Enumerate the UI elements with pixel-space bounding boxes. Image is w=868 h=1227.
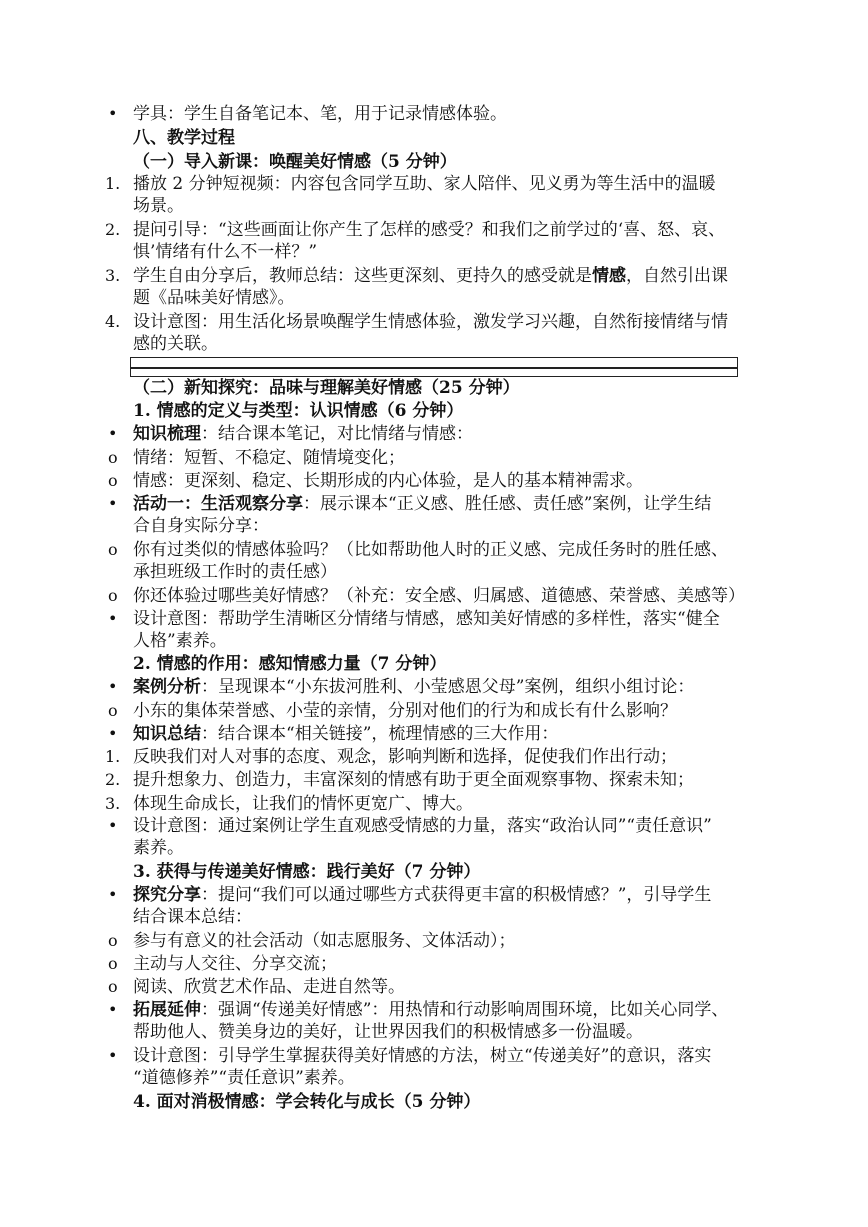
- bullet-icon: •: [108, 885, 118, 904]
- text-segment: ：呈现课本“小东拔河胜利、小莹感恩父母”案例，组织小组讨论：: [201, 677, 695, 697]
- line-text: [133, 172, 748, 196]
- text-segment: ：结合课本笔记，对比情绪与情感：: [201, 424, 473, 444]
- bold-text: 知识总结: [133, 724, 201, 744]
- sub-bullet-icon: o: [108, 977, 118, 996]
- line-text: [133, 1090, 748, 1114]
- bold-text: 1. 情感的定义与类型：认识情感（6 分钟）: [133, 401, 464, 421]
- line-text: [133, 652, 748, 676]
- text-segment: ：强调“传递美好情感”：用热情和行动影响周围环境，比如关心同学、: [201, 1000, 729, 1020]
- line-text: [133, 836, 748, 860]
- line-text: [133, 905, 748, 929]
- text-segment: 人格”素养。: [133, 631, 227, 651]
- line-text: [133, 952, 748, 976]
- bold-text: （一）导入新课：唤醒美好情感（5 分钟）: [133, 152, 457, 172]
- list-number: 3.: [105, 266, 121, 285]
- text-segment: 播放 2 分钟短视频：内容包含同学互助、家人陪伴、见义勇为等生活中的温暖: [133, 174, 716, 194]
- line-text: [133, 768, 748, 792]
- bullet-icon: •: [108, 424, 118, 443]
- table-divider: [130, 357, 738, 377]
- text-segment: 结合课本总结：: [133, 907, 252, 927]
- sub-bullet-icon: o: [108, 586, 118, 605]
- line-text: [133, 399, 748, 423]
- bold-text: 3. 获得与传递美好情感：践行美好（7 分钟）: [133, 862, 481, 882]
- sub-bullet-icon: o: [108, 954, 118, 973]
- line-text: [133, 745, 748, 769]
- line-text: [133, 310, 748, 334]
- line-text: [133, 722, 748, 746]
- line-text: [133, 860, 748, 884]
- text-segment: ：提问“我们可以通过哪些方式获得更丰富的积极情感？”，引导学生: [201, 885, 712, 905]
- line-text: [133, 194, 748, 218]
- bold-text: 案例分析: [133, 677, 201, 697]
- text-segment: 阅读、欣赏艺术作品、走进自然等。: [133, 977, 405, 997]
- list-number: 1.: [105, 174, 121, 193]
- text-segment: 承担班级工作时的责任感）: [133, 562, 337, 582]
- line-text: [133, 814, 748, 838]
- text-segment: 提升想象力、创造力，丰富深刻的情感有助于更全面观察事物、探索未知；: [133, 770, 694, 790]
- line-text: [133, 629, 748, 653]
- line-text: [133, 218, 748, 242]
- line-text: [133, 975, 748, 999]
- line-text: [133, 883, 748, 907]
- text-segment: ：结合课本“相关链接”，梳理情感的三大作用：: [201, 724, 559, 744]
- bold-text: 2. 情感的作用：感知情感力量（7 分钟）: [133, 654, 447, 674]
- line-text: [133, 102, 748, 126]
- line-text: [133, 492, 748, 516]
- line-text: [133, 469, 748, 493]
- text-segment: 学生自由分享后，教师总结：这些更深刻、更持久的感受就是: [133, 266, 592, 286]
- line-text: [133, 699, 748, 723]
- bold-text: 4. 面对消极情感：学会转化与成长（5 分钟）: [133, 1092, 481, 1112]
- line-text: [133, 240, 748, 264]
- sub-bullet-icon: o: [108, 448, 118, 467]
- text-segment: 场景。: [133, 196, 184, 216]
- text-segment: 学具：学生自备笔记本、笔，用于记录情感体验。: [133, 104, 507, 124]
- text-segment: 感的关联。: [133, 334, 218, 354]
- bullet-icon: •: [108, 724, 118, 743]
- bullet-icon: •: [108, 816, 118, 835]
- line-text: [133, 150, 748, 174]
- line-text: [133, 332, 748, 356]
- sub-bullet-icon: o: [108, 471, 118, 490]
- text-segment: 设计意图：帮助学生清晰区分情绪与情感，感知美好情感的多样性，落实“健全: [133, 609, 720, 629]
- line-text: [133, 422, 748, 446]
- text-segment: 设计意图：通过案例让学生直观感受情感的力量，落实“政治认同”“责任意识”: [133, 816, 712, 836]
- bullet-icon: •: [108, 1000, 118, 1019]
- bold-text: 活动一：生活观察分享: [133, 494, 303, 514]
- text-segment: 素养。: [133, 838, 184, 858]
- line-text: [133, 998, 748, 1022]
- sub-bullet-icon: o: [108, 931, 118, 950]
- text-segment: 反映我们对人对事的态度、观念，影响判断和选择，促使我们作出行动；: [133, 747, 677, 767]
- line-text: [133, 514, 748, 538]
- bold-text: 八、教学过程: [133, 128, 235, 148]
- text-segment: 设计意图：引导学生掌握获得美好情感的方法，树立“传递美好”的意识，落实: [133, 1046, 712, 1066]
- text-segment: “道德修养”“责任意识”素养。: [133, 1068, 355, 1088]
- bullet-icon: •: [108, 104, 118, 123]
- line-text: [133, 446, 748, 470]
- line-text: [133, 792, 748, 816]
- bold-text: 知识梳理: [133, 424, 201, 444]
- text-segment: 惧’情绪有什么不一样？”: [133, 242, 318, 262]
- bullet-icon: •: [108, 609, 118, 628]
- line-text: [133, 1044, 748, 1068]
- list-number: 2.: [105, 770, 121, 789]
- bullet-icon: •: [108, 677, 118, 696]
- text-segment: 情绪：短暂、不稳定、随情境变化；: [133, 448, 405, 468]
- list-number: 1.: [105, 747, 121, 766]
- bullet-icon: •: [108, 494, 118, 513]
- text-segment: 你有过类似的情感体验吗？（比如帮助他人时的正义感、完成任务时的胜任感、: [133, 540, 728, 560]
- text-segment: ，自然引出课: [626, 266, 728, 286]
- line-text: [133, 126, 748, 150]
- text-segment: 参与有意义的社会活动（如志愿服务、文体活动）；: [133, 931, 516, 951]
- bullet-icon: •: [108, 1046, 118, 1065]
- text-segment: 体现生命成长，让我们的情怀更宽广、博大。: [133, 794, 473, 814]
- bold-text: 情感: [592, 266, 626, 286]
- list-number: 4.: [105, 312, 121, 331]
- text-segment: 主动与人交往、分享交流；: [133, 954, 337, 974]
- sub-bullet-icon: o: [108, 701, 118, 720]
- text-segment: 你还体验过哪些美好情感？（补充：安全感、归属感、道德感、荣誉感、美感等）: [133, 586, 745, 606]
- line-text: [133, 584, 748, 608]
- sub-bullet-icon: o: [108, 540, 118, 559]
- line-text: [133, 560, 748, 584]
- line-text: [133, 675, 748, 699]
- line-text: [133, 538, 748, 562]
- text-segment: ：展示课本“正义感、胜任感、责任感”案例，让学生结: [303, 494, 712, 514]
- text-segment: 题《品味美好情感》。: [133, 288, 295, 308]
- line-text: [133, 929, 748, 953]
- line-text: [133, 264, 748, 288]
- text-segment: 提问引导：“这些画面让你产生了怎样的感受？和我们之前学过的‘喜、怒、哀、: [133, 220, 726, 240]
- list-number: 2.: [105, 220, 121, 239]
- line-text: [133, 1066, 748, 1090]
- line-text: [133, 376, 748, 400]
- list-number: 3.: [105, 794, 121, 813]
- bold-text: 拓展延伸: [133, 1000, 201, 1020]
- text-segment: 帮助他人、赞美身边的美好，让世界因我们的积极情感多一份温暖。: [133, 1022, 643, 1042]
- line-text: [133, 1020, 748, 1044]
- bold-text: （二）新知探究：品味与理解美好情感（25 分钟）: [133, 378, 520, 398]
- text-segment: 小东的集体荣誉感、小莹的亲情，分别对他们的行为和成长有什么影响？: [133, 701, 677, 721]
- text-segment: 设计意图：用生活化场景唤醒学生情感体验，激发学习兴趣，自然衔接情绪与情: [133, 312, 728, 332]
- line-text: [133, 286, 748, 310]
- divider-rule: [131, 367, 737, 369]
- bold-text: 探究分享: [133, 885, 201, 905]
- line-text: [133, 607, 748, 631]
- text-segment: 合自身实际分享：: [133, 516, 269, 536]
- text-segment: 情感：更深刻、稳定、长期形成的内心体验，是人的基本精神需求。: [133, 471, 643, 491]
